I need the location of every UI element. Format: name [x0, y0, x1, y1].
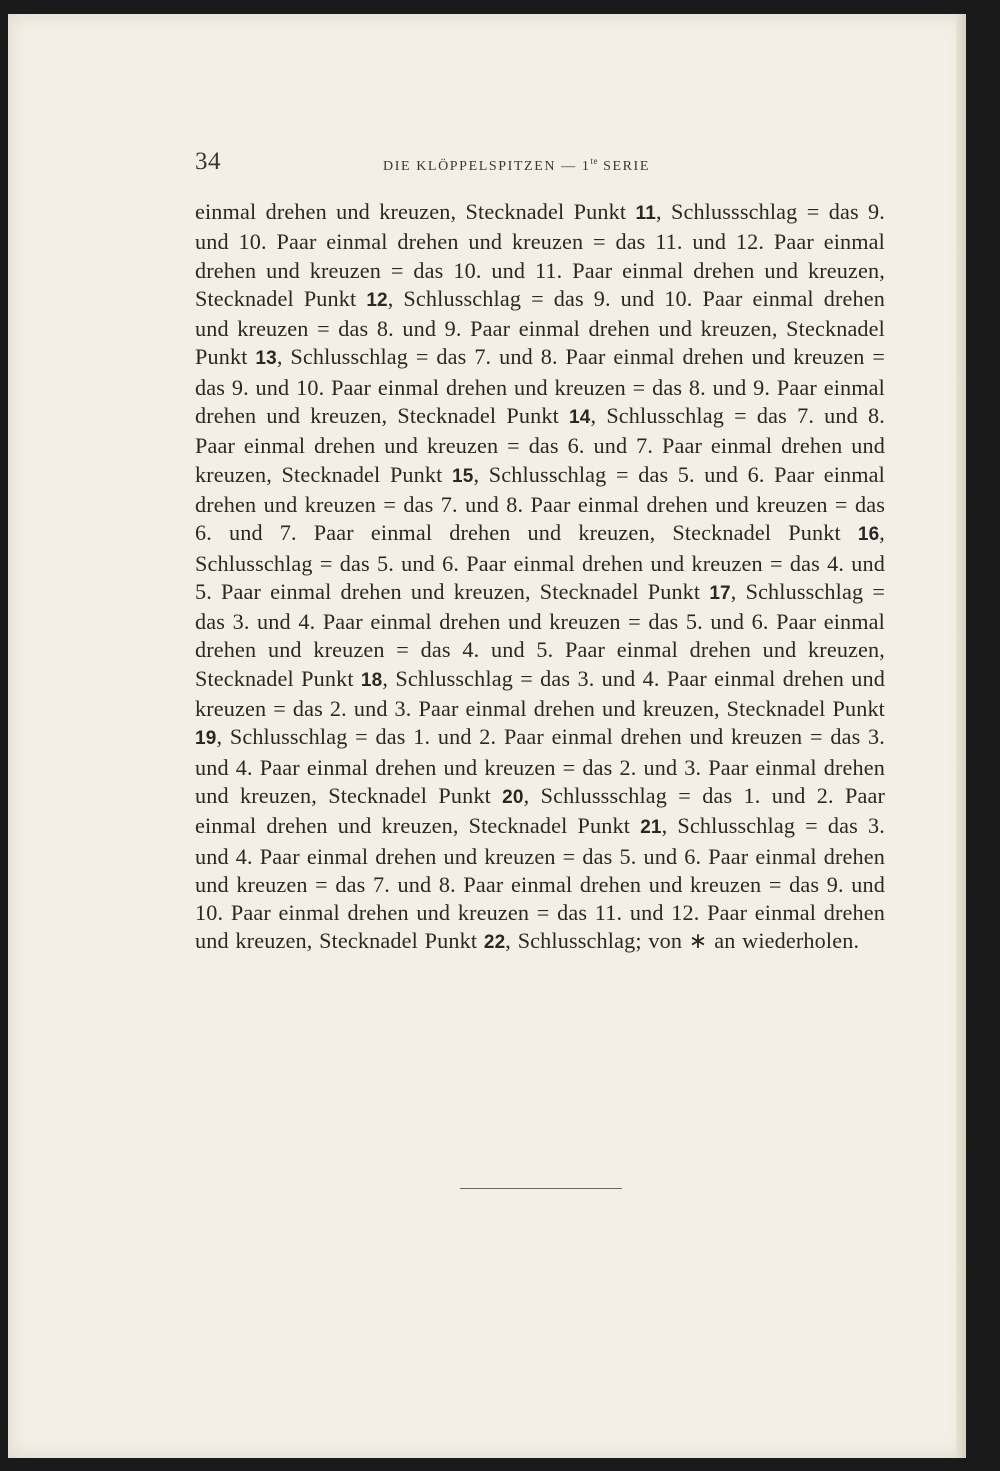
point-number: 14: [569, 407, 591, 429]
point-number: 21: [640, 817, 662, 839]
point-number: 22: [483, 932, 506, 954]
running-title-superscript: te: [590, 156, 598, 166]
point-number: 11: [635, 203, 656, 224]
point-number: 19: [195, 728, 217, 750]
text-segment: , Schlusschlag = das 3. und 4. Paar einmal drehen und kreuzen = das 5. und 6. Paar einmal drehen und kreuzen = das 7. und 8. Paar einmal drehen und kreuzen = das 9. und 10. Paar einmal drehen und kreuzen = das 11. und 12. Paar einmal drehen und kreuzen, Stecknadel Punkt: [195, 813, 885, 954]
text-segment: , Schlusschlag = das 5. und 6. Paar einmal drehen und kreuzen = das 4. und 5. Paar einmal drehen und kreuzen, Stecknadel Punkt: [195, 520, 885, 604]
point-number: 13: [255, 348, 277, 370]
point-number: 16: [857, 524, 880, 546]
point-number: 17: [709, 582, 731, 604]
text-segment: einmal drehen und kreuzen, Stecknadel Punkt: [195, 199, 636, 224]
section-end-rule: [460, 1188, 622, 1189]
text-segment: , Schlusschlag = das 1. und 2. Paar einmal drehen und kreuzen = das 3. und 4. Paar einmal drehen und kreuzen = das 2. und 3. Paar einmal drehen und kreuzen, Stecknadel Punkt: [195, 724, 885, 808]
point-number: 20: [502, 786, 524, 808]
running-head: [195, 148, 715, 178]
page-edge: [956, 14, 966, 1458]
running-title-main: DIE KLÖPPELSPITZEN — 1: [383, 159, 591, 174]
point-number: 15: [452, 465, 474, 487]
text-segment: , Schlusschlag = das 9. und 10. Paar einmal drehen und kreuzen = das 8. und 9. Paar einmal drehen und kreuzen, Stecknadel Punkt: [195, 285, 885, 370]
text-segment: , Schlusschlag = das 7. und 8. Paar einmal drehen und kreuzen = das 9. und 10. Paar einmal drehen und kreuzen = das 8. und 9. Paar einmal drehen und kreuzen, Stecknadel Punkt: [195, 344, 886, 429]
point-number: 18: [360, 669, 383, 691]
text-segment: , Schlussschlag = das 1. und 2. Paar einmal drehen und kreuzen, Stecknadel Punkt: [195, 782, 885, 839]
text-segment: , Schlusschlag = das 3. und 4. Paar einmal drehen und kreuzen = das 5. und 6. Paar einmal drehen und kreuzen = das 4. und 5. Paar einmal drehen und kreuzen, Stecknadel Punkt: [195, 578, 885, 691]
text-segment: , Schlusschlag; von ∗ an wiederholen.: [505, 928, 860, 954]
text-segment: , Schlussschlag = das 9. und 10. Paar einmal drehen und kreuzen = das 11. und 12. Paar einmal drehen und kreuzen = das 10. und 11. Paar einmal drehen und kreuzen, Stecknadel Punkt: [195, 199, 885, 311]
running-title-end: SERIE: [597, 159, 650, 174]
text-segment: , Schlusschlag = das 5. und 6. Paar einmal drehen und kreuzen = das 7. und 8. Paar einmal drehen und kreuzen = das 6. und 7. Paar einmal drehen und kreuzen, Stecknadel Punkt: [195, 461, 885, 546]
running-title: [383, 156, 650, 175]
point-number: 12: [366, 289, 388, 311]
text-segment: , Schlusschlag = das 3. und 4. Paar einmal drehen und kreuzen = das 2. und 3. Paar einmal drehen und kreuzen, Stecknadel Punkt: [195, 665, 885, 722]
body-paragraph: [195, 198, 885, 958]
text-segment: , Schlusschlag = das 7. und 8. Paar einmal drehen und kreuzen = das 6. und 7. Paar einmal drehen und kreuzen, Stecknadel Punkt: [195, 403, 885, 487]
page-number: 34: [195, 148, 221, 175]
